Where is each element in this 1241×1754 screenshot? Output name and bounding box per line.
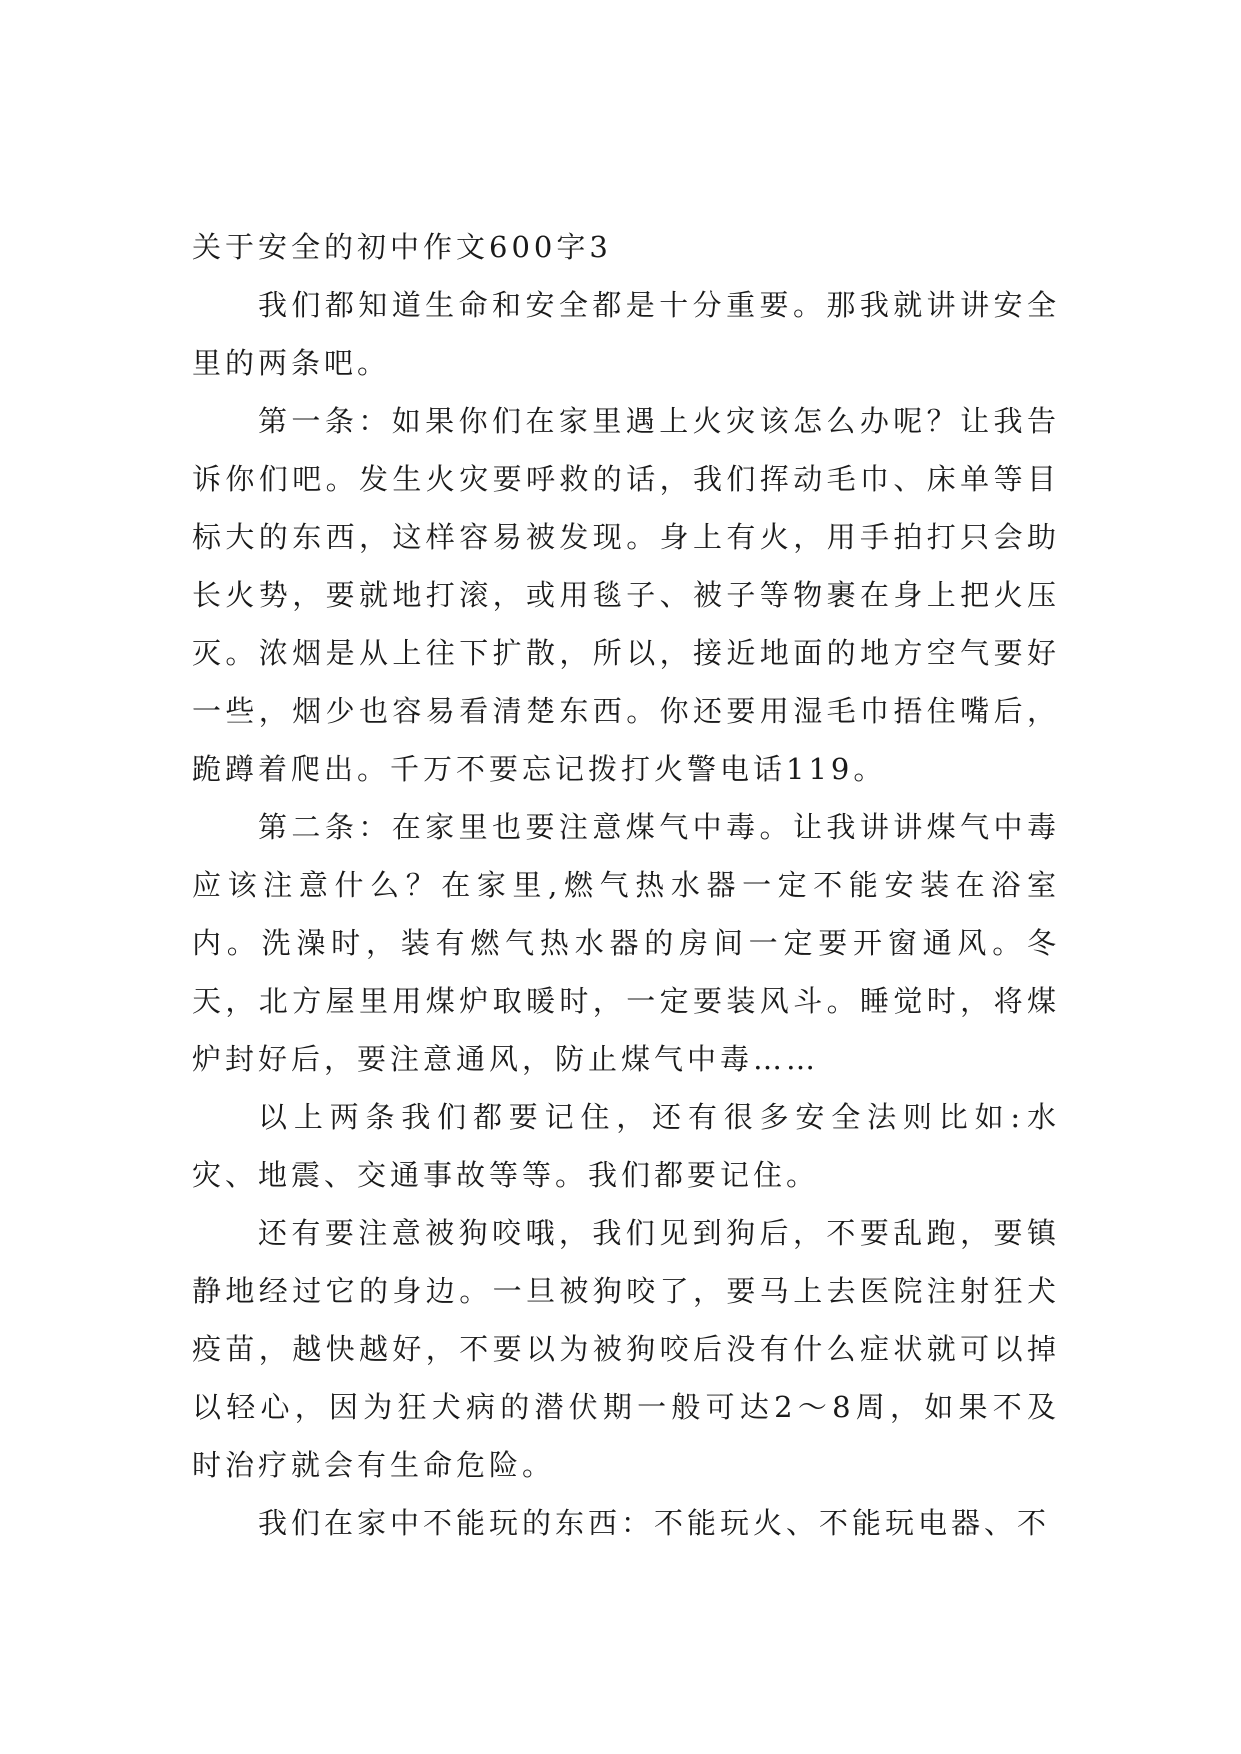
paragraph-intro: 我们都知道生命和安全都是十分重要。那我就讲讲安全里的两条吧。 [192,288,1060,380]
article-title: 关于安全的初中作文600字3 [192,230,612,264]
paragraph-home-dangers: 我们在家中不能玩的东西：不能玩火、不能玩电器、不 [258,1506,1051,1540]
paragraph-other-rules: 以上两条我们都要记住，还有很多安全法则比如:水灾、地震、交通事故等等。我们都要记住。 [192,1100,1060,1192]
article-body [192,218,1060,1552]
paragraph-gas-poisoning: 第二条：在家里也要注意煤气中毒。让我讲讲煤气中毒应该注意什么？在家里,燃气热水器一定不能安装在浴室内。洗澡时，装有燃气热水器的房间一定要开窗通风。冬天，北方屋里用煤炉取暖时，一定要装风斗。睡觉时，将煤炉封好后，要注意通风，防止煤气中毒…… [192,810,1060,1076]
paragraph-dog-bite: 还有要注意被狗咬哦，我们见到狗后，不要乱跑，要镇静地经过它的身边。一旦被狗咬了，要马上去医院注射狂犬疫苗，越快越好，不要以为被狗咬后没有什么症状就可以掉以轻心，因为狂犬病的潜伏期一般可达2～8周，如果不及时治疗就会有生命危险。 [192,1216,1060,1482]
paragraph-fire-safety: 第一条：如果你们在家里遇上火灾该怎么办呢？让我告诉你们吧。发生火灾要呼救的话，我们挥动毛巾、床单等目标大的东西，这样容易被发现。身上有火，用手拍打只会助长火势，要就地打滚，或用毯子、被子等物裹在身上把火压灭。浓烟是从上往下扩散，所以，接近地面的地方空气要好一些，烟少也容易看清楚东西。你还要用湿毛巾捂住嘴后，跪蹲着爬出。千万不要忘记拨打火警电话119。 [192,404,1060,786]
